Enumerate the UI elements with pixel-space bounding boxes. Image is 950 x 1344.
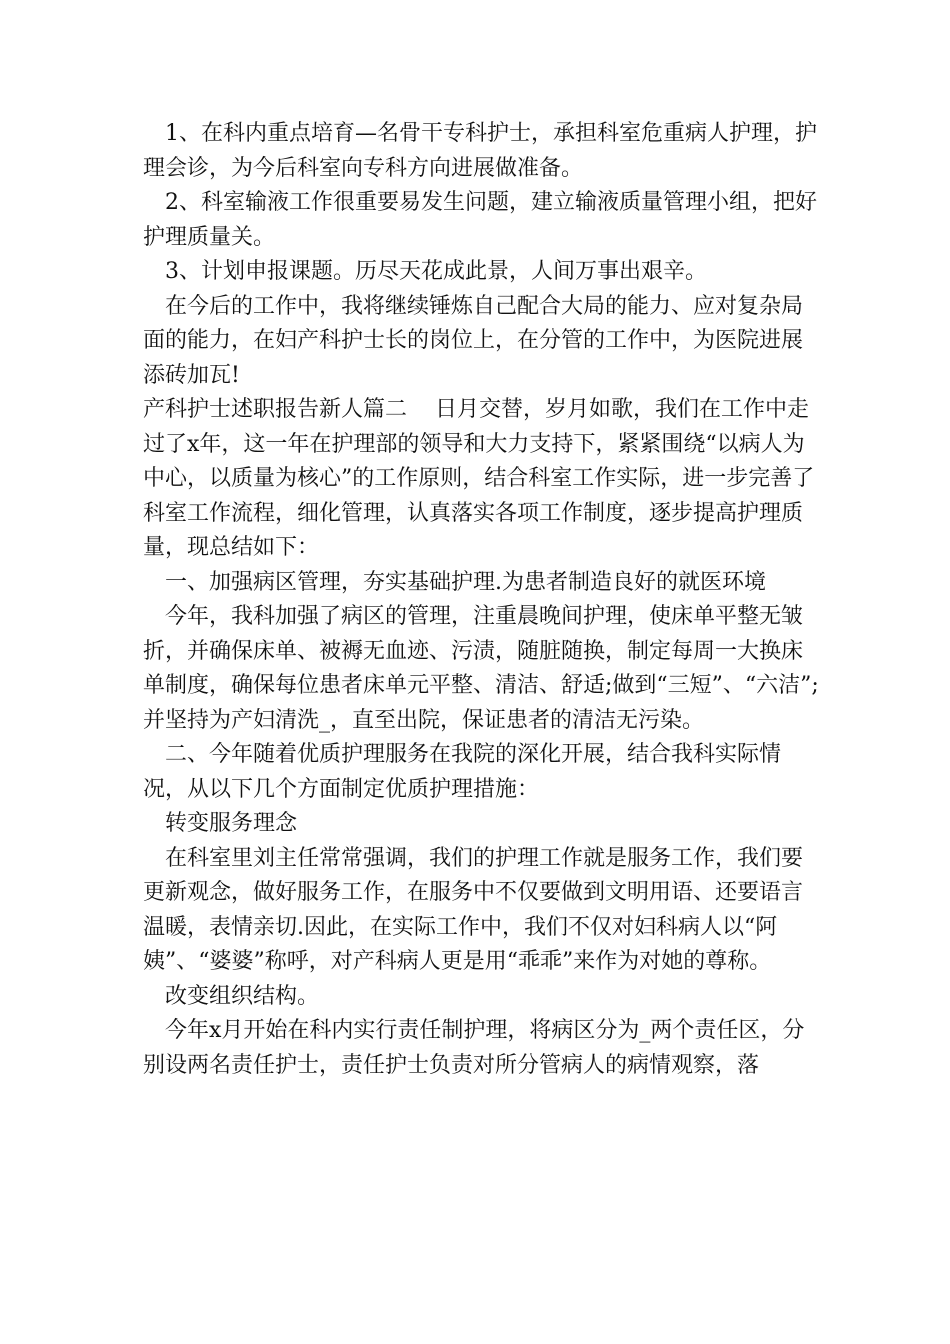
paragraph-ward-management: 今年，我科加强了病区的管理，注重晨晚间护理，使床单平整无皱折，并确保床单、被褥无血迹、污渍，随脏随换，制定每周一大换床单制度，确保每位患者床单元平整、清洁、舒适;做到“三短”、“六洁”;并坚持为产妇清洗_，直至出院，保证患者的清洁无污染。	[143, 604, 819, 733]
paragraph-plan-item-3: 3、计划申报课题。历尽天花成此景，人间万事出艰辛。	[165, 259, 707, 284]
paragraph-closing: 在今后的工作中，我将继续锤炼自己配合大局的能力、应对复杂局面的能力，在妇产科护士长的岗位上，在分管的工作中，为医院进展添砖加瓦!	[143, 293, 804, 388]
subheading-service-concept: 转变服务理念	[165, 811, 298, 836]
paragraph-service-concept: 在科室里刘主任常常强调，我们的护理工作就是服务工作，我们要更新观念，做好服务工作，在服务中不仅要做到文明用语、还要语言温暖，表情亲切.因此，在实际工作中，我们不仅对妇科病人以“阿姨”、“婆婆”称呼，对产科病人更是用“乖乖”来作为对她的尊称。	[143, 845, 804, 974]
paragraph-plan-item-2: 2、科室输液工作很重要易发生问题，建立输液质量管理小组，把好护理质量关。	[143, 190, 817, 250]
subheading-organization: 改变组织结构。	[165, 983, 320, 1009]
paragraph-plan-item-1: 1、在科内重点培育—名骨干专科护士，承担科室危重病人护理，护理会诊，为今后科室向专科方向进展做准备。	[143, 121, 817, 181]
document-body	[143, 117, 823, 1083]
paragraph-report-intro: 产科护士述职报告新人篇二 日月交替，岁月如歌，我们在工作中走过了x年，这一年在护理部的领导和大力支持下，紧紧围绕“以病人为中心，以质量为核心”的工作原则，结合科室工作实际，进一步完善了科室工作流程，细化管理，认真落实各项工作制度，逐步提高护理质量，现总结如下：	[143, 397, 815, 560]
section-heading-2: 二、今年随着优质护理服务在我院的深化开展，结合我科实际情况，从以下几个方面制定优质护理措施：	[143, 742, 782, 802]
section-heading-1: 一、加强病区管理，夯实基础护理.为患者制造良好的就医环境	[165, 569, 766, 595]
paragraph-responsibility-nursing: 今年x月开始在科内实行责任制护理，将病区分为_两个责任区，分别设两名责任护士，责任护士负责对所分管病人的病情观察，落	[143, 1018, 805, 1078]
